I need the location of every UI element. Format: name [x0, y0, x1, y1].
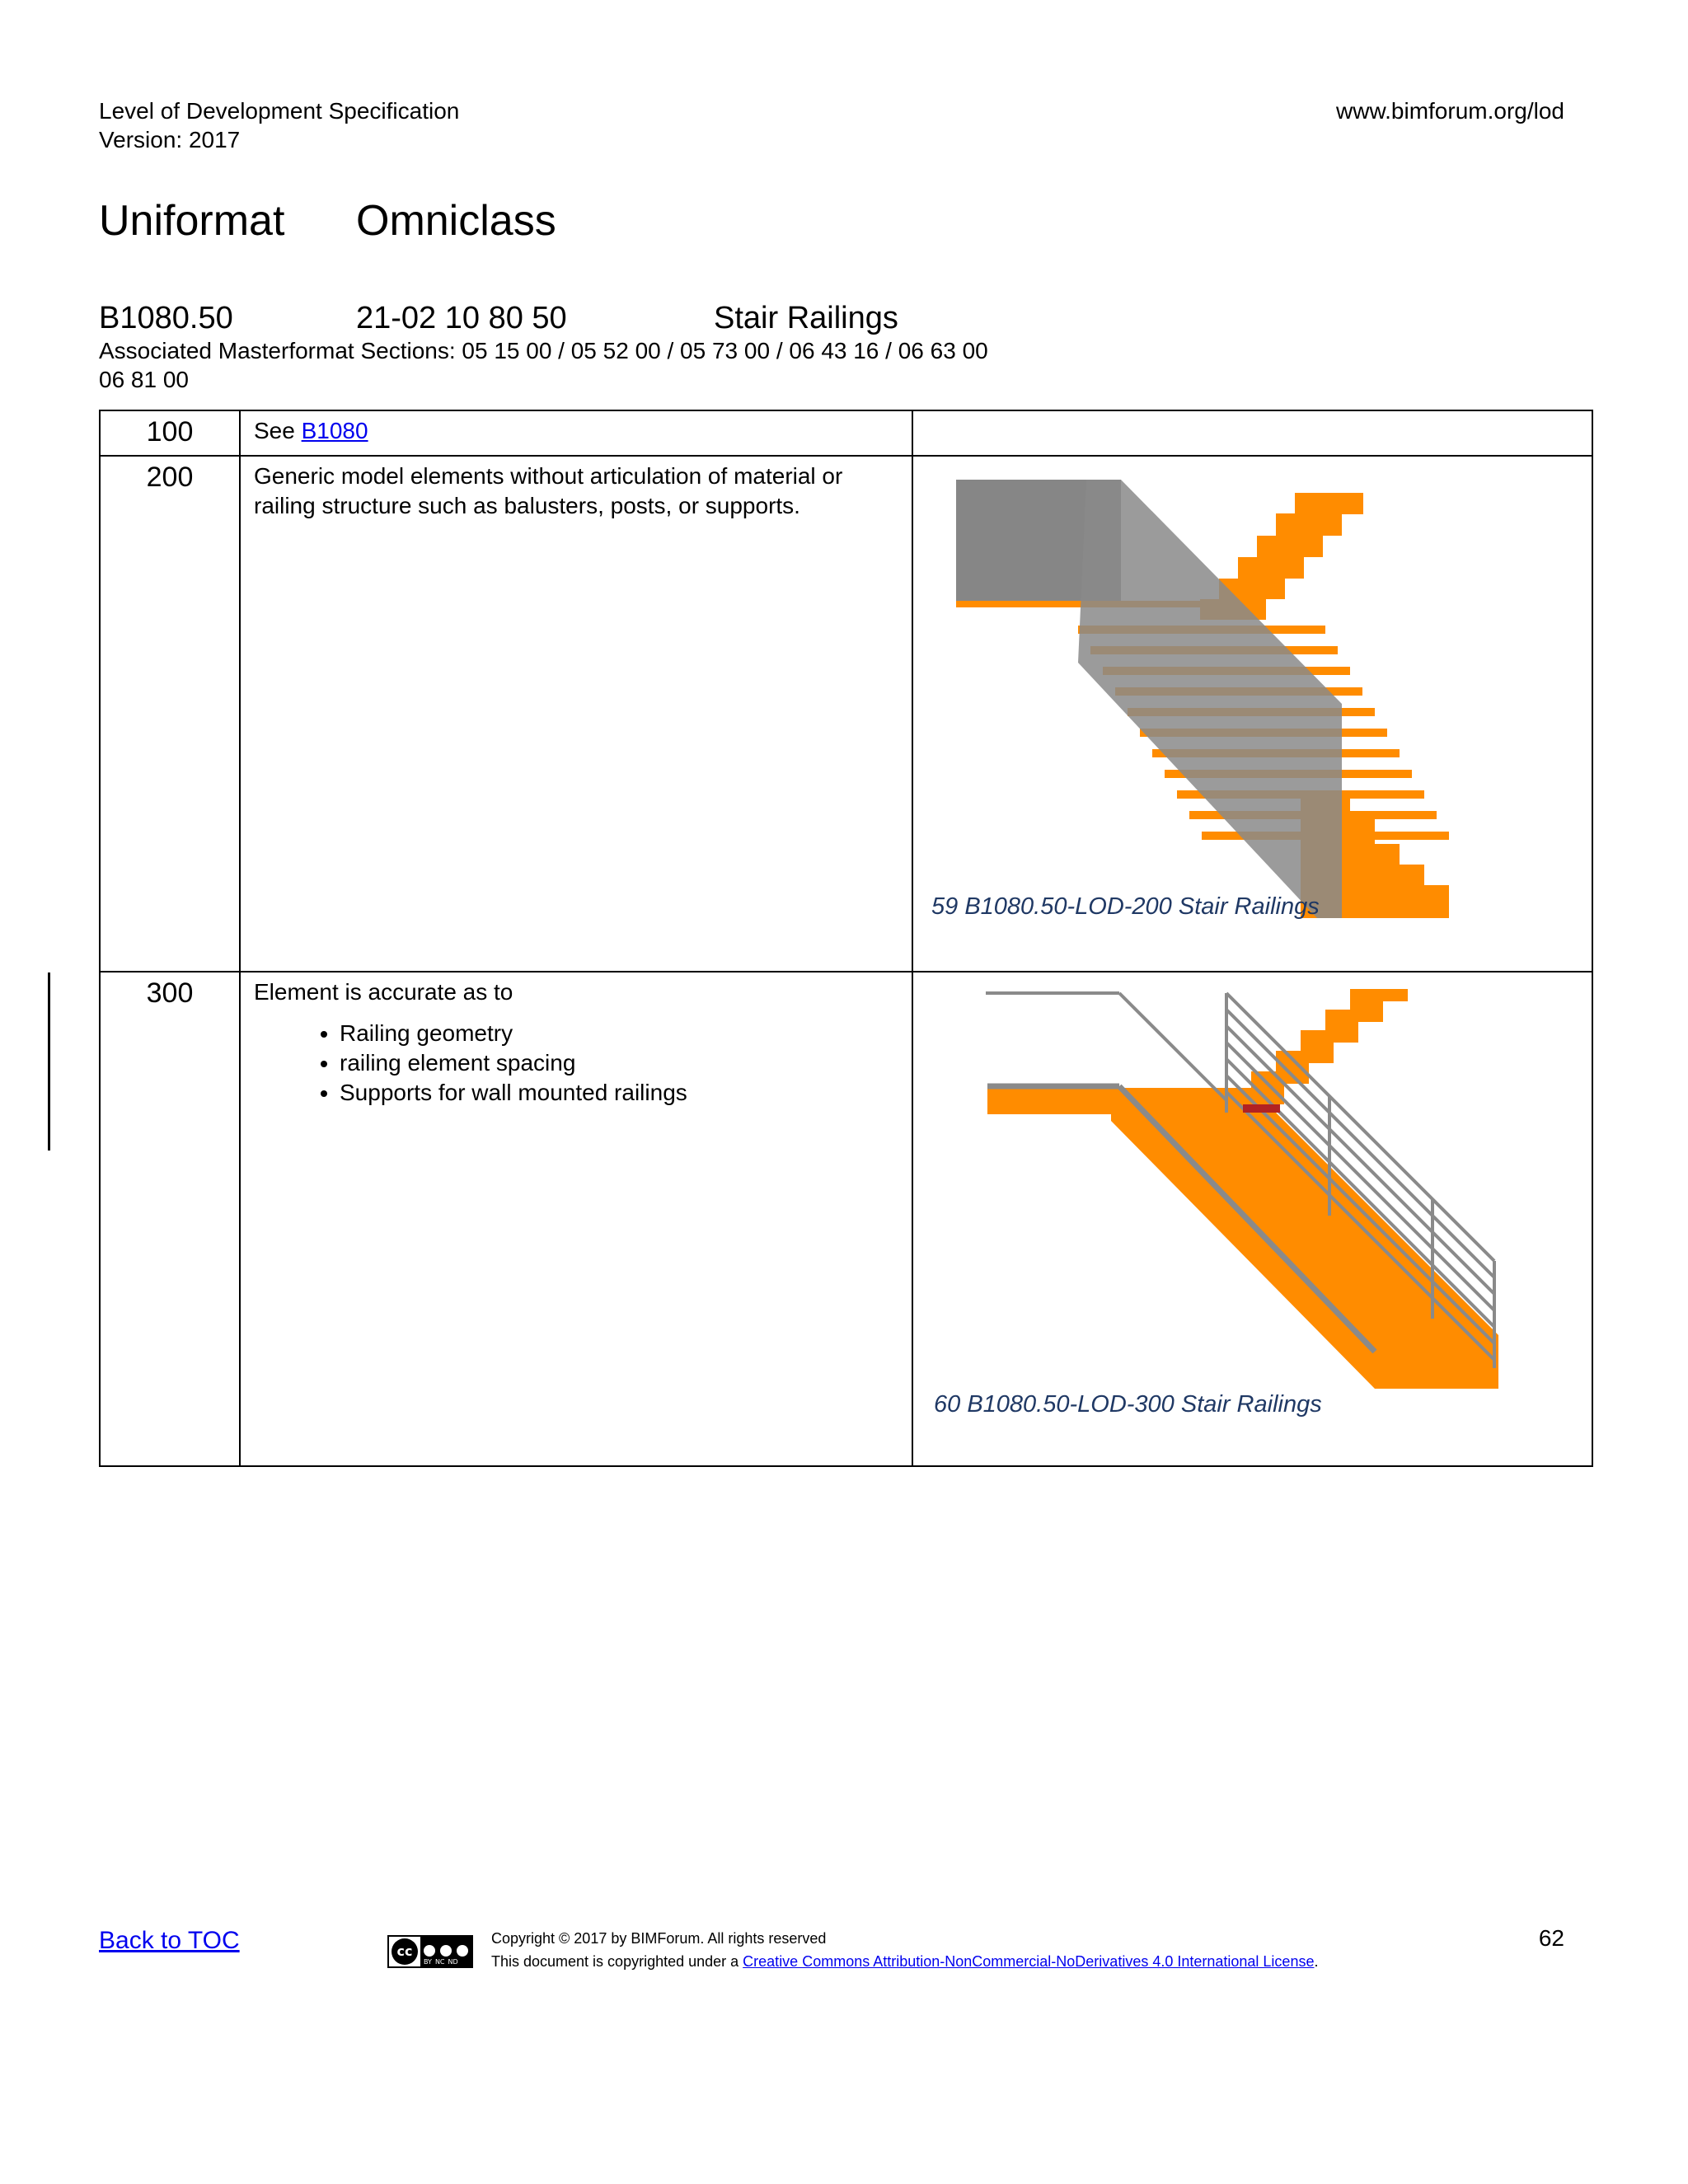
page-number: 62 — [1538, 1925, 1564, 1951]
level-cell: 200 — [100, 456, 240, 972]
nd-icon — [457, 1945, 468, 1957]
list-item: • railing element spacing — [340, 1048, 898, 1078]
omniclass-code: 21-02 10 80 50 — [356, 301, 567, 335]
masterformat-sections: Associated Masterformat Sections: 05 15 00 / 05 52 00 / 05 73 00 / 06 43 16 / 06 63 00 — [99, 338, 988, 363]
figure-cell — [912, 410, 1592, 456]
list-item: • Railing geometry — [340, 1019, 898, 1048]
header-url: www.bimforum.org/lod — [1336, 98, 1564, 124]
license-line — [491, 1950, 1318, 1973]
lod-table — [99, 410, 1593, 1467]
license-suffix: . — [1314, 1953, 1319, 1970]
see-prefix: See — [254, 418, 302, 443]
description-cell: Generic model elements without articulation of material or railing structure such as balusters, posts, or supports. — [240, 456, 912, 972]
requirement-list — [254, 1019, 898, 1108]
masterformat-sections-cont: 06 81 00 — [99, 367, 189, 392]
table-row-200 — [100, 456, 1592, 972]
doc-title: Level of Development Specification — [99, 98, 460, 124]
back-to-toc-link[interactable]: Back to TOC — [99, 1927, 240, 1954]
figure-caption: 59 B1080.50-LOD-200 Stair Railings — [931, 893, 1320, 920]
table-row-100 — [100, 410, 1592, 456]
license-link[interactable]: Creative Commons Attribution-NonCommercial-NoDerivatives 4.0 International License — [743, 1953, 1315, 1970]
list-item: • Supports for wall mounted railings — [340, 1078, 898, 1108]
by-icon — [424, 1945, 435, 1957]
nd-label: ND — [448, 1958, 458, 1966]
cc-icon: cc — [392, 1938, 418, 1965]
change-bar — [48, 972, 50, 1151]
lod200-stair-figure — [913, 457, 1593, 951]
uniformat-heading: Uniformat — [99, 197, 285, 245]
figure-cell — [912, 456, 1592, 972]
description-cell — [240, 410, 912, 456]
omniclass-heading: Omniclass — [356, 197, 556, 245]
nc-label: NC — [434, 1958, 445, 1966]
figure-caption: 60 B1080.50-LOD-300 Stair Railings — [934, 1391, 1322, 1418]
level-cell: 300 — [100, 972, 240, 1466]
license-prefix: This document is copyrighted under a — [491, 1953, 743, 1970]
lod300-stair-figure — [913, 972, 1593, 1434]
uniformat-code: B1080.50 — [99, 301, 233, 335]
copyright-text: Copyright © 2017 by BIMForum. All rights reserved — [491, 1930, 827, 1947]
support-bracket — [1243, 1104, 1280, 1113]
description-cell — [240, 972, 912, 1466]
figure-cell — [912, 972, 1592, 1466]
table-row-300 — [100, 972, 1592, 1466]
description-text: Element is accurate as to — [254, 979, 513, 1005]
element-name: Stair Railings — [714, 301, 898, 335]
level-cell: 100 — [100, 410, 240, 456]
doc-version: Version: 2017 — [99, 127, 241, 152]
by-label: BY — [424, 1958, 432, 1966]
nc-icon — [440, 1945, 452, 1957]
cc-license-badge[interactable] — [387, 1935, 473, 1968]
b1080-link[interactable]: B1080 — [301, 418, 368, 443]
